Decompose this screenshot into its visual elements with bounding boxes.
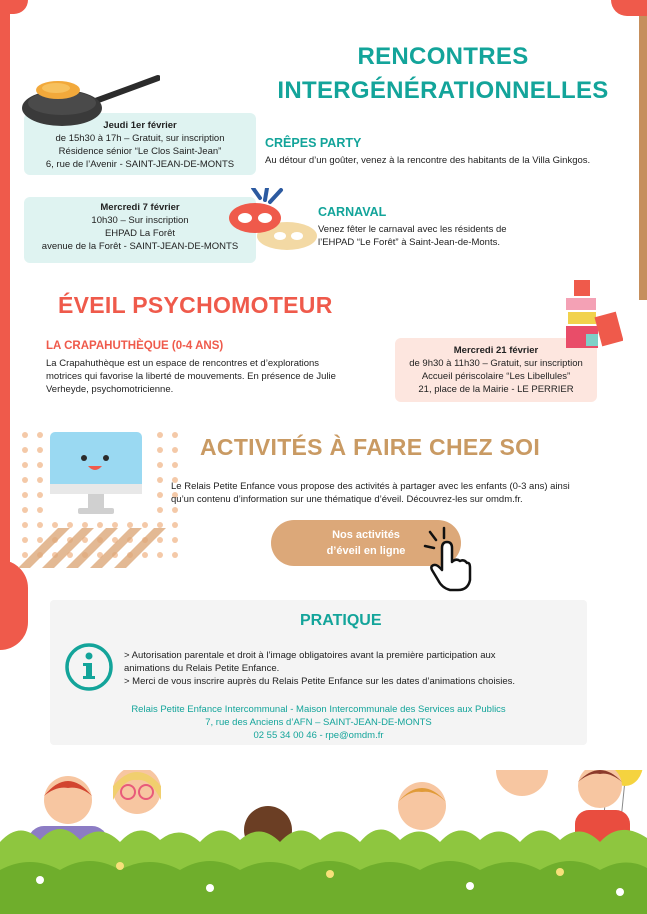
decorative-dot (157, 432, 163, 438)
crepes-date: Jeudi 1er février (103, 120, 177, 131)
eveil-venue: Accueil périscolaire “Les Libellules” (421, 371, 571, 382)
decorative-dot (157, 492, 163, 498)
crepes-time: de 15h30 à 17h – Gratuit, sur inscription (55, 133, 225, 144)
page-title-line2: INTERGÉNÉRATIONNELLES (277, 77, 609, 104)
pratique-title: PRATIQUE (300, 612, 382, 629)
online-activities-button-line1: Nos activités (332, 529, 400, 541)
online-activities-button-line2: d’éveil en ligne (326, 545, 406, 557)
decorative-dot (22, 492, 28, 498)
pratique-notes (124, 649, 544, 688)
eveil-section-title: ÉVEIL PSYCHOMOTEUR (58, 292, 333, 318)
activites-line1: Le Relais Petite Enfance vous propose des activités à partager avec les enfants (0-3 ans) ainsi (171, 481, 570, 492)
decorative-dot (37, 462, 43, 468)
carnaval-address: avenue de la Forêt - SAINT-JEAN-DE-MONTS (41, 241, 239, 252)
decorative-dot (22, 432, 28, 438)
decorative-dot (37, 492, 43, 498)
carnaval-description (318, 223, 548, 249)
decorative-dot (157, 477, 163, 483)
activites-description (171, 480, 591, 506)
decorative-dot (37, 432, 43, 438)
left-edge-curve-decoration (0, 560, 28, 650)
decorative-dot (22, 447, 28, 453)
carnival-mask-icon (225, 188, 320, 258)
hand-pointer-icon (422, 526, 472, 592)
contact-phone-email: 02 55 34 00 46 - rpe@omdm.fr (253, 730, 384, 741)
crepes-address: 6, rue de l’Avenir - SAINT-JEAN-DE-MONTS (45, 159, 235, 170)
decorative-dot (37, 477, 43, 483)
top-right-corner-decoration (611, 0, 647, 16)
decorative-dot (172, 537, 178, 543)
decorative-dot (157, 447, 163, 453)
eveil-date: Mercredi 21 février (453, 345, 539, 356)
decorative-dot (157, 507, 163, 513)
carnaval-info-box (24, 197, 256, 263)
crapahutheque-line1: La Crapahuthèque est un espace de rencontres et d’explorations (46, 358, 320, 369)
carnaval-description-line2: l’EHPAD “Le Forêt” à Saint-Jean-de-Monts. (318, 237, 500, 248)
pratique-note1-line1: > Autorisation parentale et droit à l’image obligatoires avant la première participation aux (124, 650, 496, 661)
pratique-note1-line2: animations du Relais Petite Enfance. (124, 663, 280, 674)
toy-blocks-icon (558, 278, 623, 350)
decorative-dot (172, 432, 178, 438)
carnaval-title: CARNAVAL (318, 205, 387, 219)
decorative-dot (22, 507, 28, 513)
children-garden-illustration (0, 770, 647, 914)
decorative-dot (172, 447, 178, 453)
activites-line2: qu’un contenu d’information sur une thématique d’éveil. Découvrez-les sur omdm.fr. (171, 494, 523, 505)
computer-icon (50, 432, 142, 522)
crepes-venue: Résidence sénior “Le Clos Saint-Jean” (58, 146, 222, 157)
contact-organisation: Relais Petite Enfance Intercommunal - Maison Intercommunale des Services aux Publics (131, 704, 506, 715)
eveil-address: 21, place de la Mairie - LE PERRIER (418, 384, 574, 395)
left-edge-decoration (0, 0, 10, 620)
decorative-dot (22, 477, 28, 483)
crapahutheque-line2: motrices qui favorise la liberté de mouvements. En présence de Julie (46, 371, 336, 382)
decorative-dot (172, 522, 178, 528)
crapahutheque-description (46, 357, 371, 396)
pratique-note2: > Merci de vous inscrire auprès du Relais Petite Enfance sur les dates d’animations choisies. (124, 676, 516, 687)
decorative-dot (172, 462, 178, 468)
eveil-time: de 9h30 à 11h30 – Gratuit, sur inscription (409, 358, 583, 369)
decorative-dot (37, 447, 43, 453)
top-left-corner-decoration (0, 0, 28, 14)
info-icon (64, 642, 114, 692)
contact-address: 7, rue des Anciens d’AFN – SAINT-JEAN-DE-MONTS (205, 717, 432, 728)
crapahutheque-line3: Verheyde, psychomotricienne. (46, 384, 174, 395)
carnaval-date: Mercredi 7 février (100, 202, 180, 213)
page-title (258, 40, 628, 108)
activites-section-title: ACTIVITÉS À FAIRE CHEZ SOI (200, 434, 541, 460)
stripes-decoration (18, 528, 168, 568)
decorative-dot (172, 507, 178, 513)
contact-block (50, 703, 587, 742)
carnaval-time: 10h30 – Sur inscription (91, 215, 189, 226)
crapahutheque-title: LA CRAPAHUTHÈQUE (0-4 ANS) (46, 340, 224, 352)
decorative-dot (22, 462, 28, 468)
decorative-dot (37, 507, 43, 513)
right-edge-decoration (639, 0, 647, 300)
carnaval-venue: EHPAD La Forêt (104, 228, 176, 239)
page-title-line1: RENCONTRES (357, 43, 529, 70)
carnaval-description-line1: Venez fêter le carnaval avec les résidents de (318, 224, 507, 235)
decorative-dot (157, 462, 163, 468)
decorative-dot (172, 552, 178, 558)
crepes-title: CRÊPES PARTY (265, 136, 362, 150)
crepes-description: Au détour d’un goûter, venez à la rencontre des habitants de la Villa Ginkgos. (265, 155, 591, 166)
pancake-pan-icon (20, 70, 160, 130)
